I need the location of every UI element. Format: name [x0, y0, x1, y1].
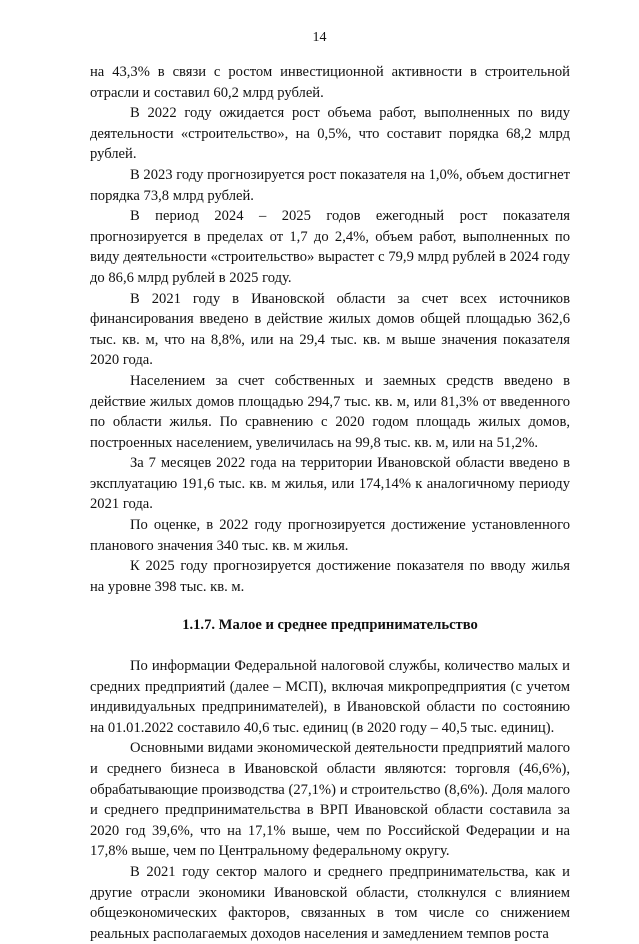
page-number: 14 — [312, 30, 327, 45]
document-body — [90, 62, 570, 944]
paragraph: В 2021 году сектор малого и среднего предпринимательства, как и другие отрасли экономики Ивановской области, столкнулся с влиянием общеэкономических факторов, связанных в том числе со снижением реальных располагаемых доходов населения и замедлением темпов роста — [90, 863, 570, 942]
paragraph: В период 2024 – 2025 годов ежегодный рост показателя прогнозируется в пределах от 1,7 до 2,4%, объем работ, выполненных по виду деятельности «строительство» вырастет с 79,9 млрд рублей в 2024 году до 86,6 млрд рублей в 2025 году. — [90, 208, 570, 286]
paragraph: В 2022 году ожидается рост объема работ, выполненных по виду деятельности «строительство», на 0,5%, что составит порядка 68,2 млрд рублей. — [90, 105, 570, 163]
paragraph: В 2023 году прогнозируется рост показателя на 1,0%, объем достигнет порядка 73,8 млрд рублей. — [90, 166, 570, 204]
paragraph: По информации Федеральной налоговой службы, количество малых и средних предприятий (далее – МСП), включая микропредприятия (с учетом индивидуальных предпринимателей), в Ивановской области по состоянию на 01.01.2022 составило 40,6 тыс. единиц (в 2020 году – 40,5 тыс. единиц). — [90, 658, 570, 736]
paragraph: В 2021 году в Ивановской области за счет всех источников финансирования введено в действие жилых домов общей площадью 362,6 тыс. кв. м, что на 8,8%, или на 29,4 тыс. кв. м выше значения показателя 2020 года. — [90, 290, 570, 369]
paragraph: Основными видами экономической деятельности предприятий малого и среднего бизнеса в Ивановской области являются: торговля (46,6%), обрабатывающие производства (27,1%) и строительство (8,6%). Доля малого и среднего предпринимательства в ВРП Ивановской области составила за 2020 год 39,6%, что на 17,1% выше, чем по Российской Федерации и на 17,8% выше, чем по Центральному федеральному округу. — [90, 740, 570, 860]
paragraph: Населением за счет собственных и заемных средств введено в действие жилых домов площадью 294,7 тыс. кв. м, или 81,3% от введенного по области жилья. По сравнению с 2020 годом площадь жилых домов, построенных населением, увеличилась на 99,8 тыс. кв. м, или на 51,2%. — [90, 372, 570, 451]
paragraph: К 2025 году прогнозируется достижение показателя по вводу жилья на уровне 398 тыс. кв. м. — [90, 558, 570, 595]
section-heading: 1.1.7. Малое и среднее предпринимательство — [182, 617, 478, 634]
paragraph: За 7 месяцев 2022 года на территории Ивановской области введено в эксплуатацию 191,6 тыс. кв. м жилья, или 174,14% к аналогичному периоду 2021 года. — [90, 455, 570, 513]
paragraph-continuation: на 43,3% в связи с ростом инвестиционной активности в строительной отрасли и составил 60,2 млрд рублей. — [90, 64, 570, 101]
paragraph: По оценке, в 2022 году прогнозируется достижение установленного планового значения 340 тыс. кв. м жилья. — [90, 517, 570, 554]
